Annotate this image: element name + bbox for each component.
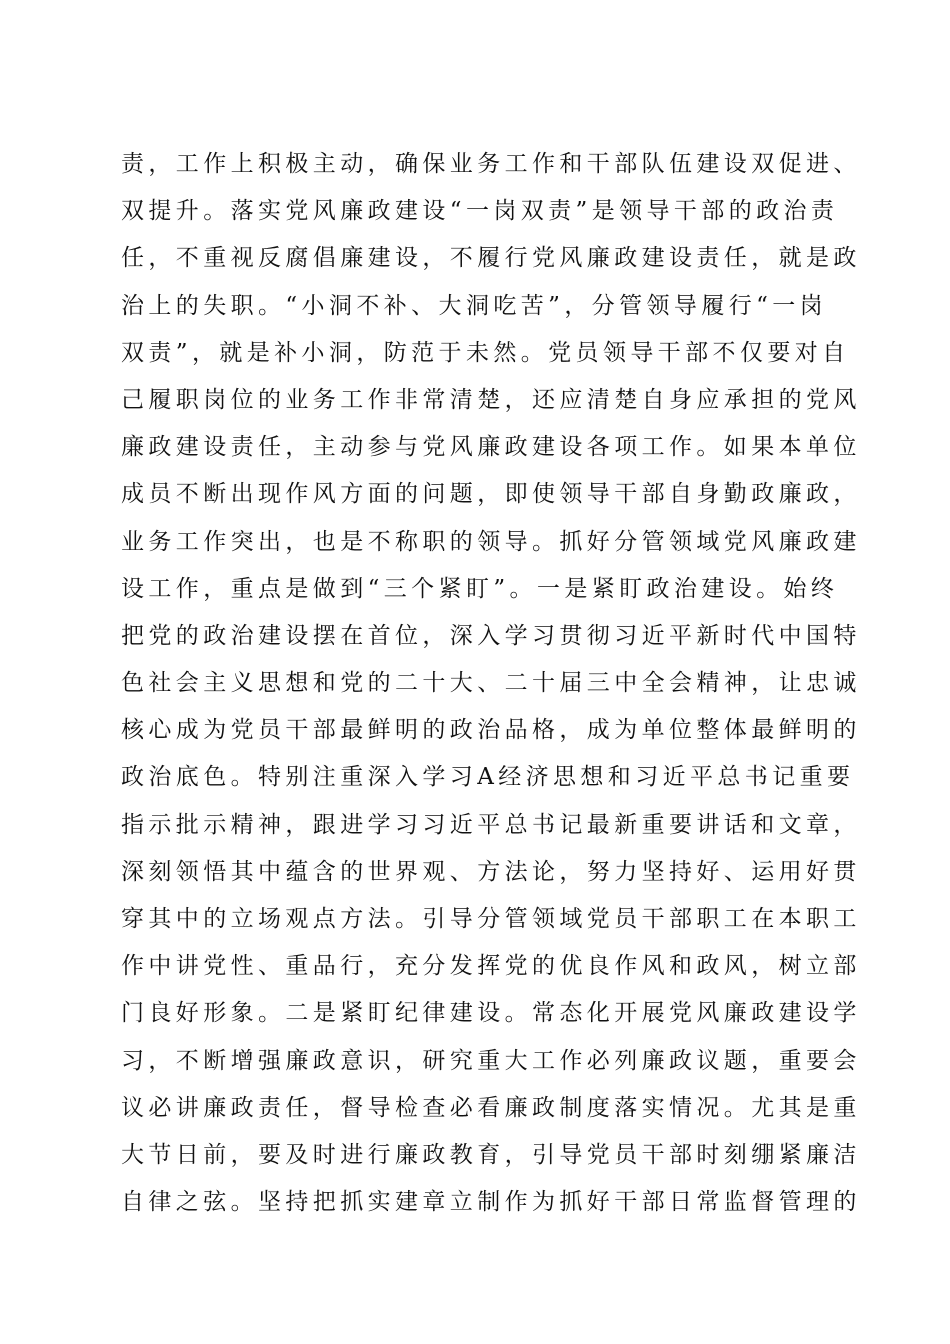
text-line: 大节日前，要及时进行廉政教育，引导党员干部时刻绷紧廉洁 — [121, 1141, 861, 1168]
text-line: 业务工作突出，也是不称职的领导。抓好分管领域党风廉政建 — [121, 528, 861, 555]
text-line: 双责”，就是补小洞，防范于未然。党员领导干部不仅要对自 — [121, 339, 850, 366]
text-line: 穿其中的立场观点方法。引导分管领域党员干部职工在本职工 — [121, 906, 861, 932]
text-line: 议必讲廉政责任，督导检查必看廉政制度落实情况。尤其是重 — [121, 1094, 861, 1121]
text-line: 指示批示精神，跟进学习习近平总书记最新重要讲话和文章， — [121, 811, 861, 838]
text-line: 设工作，重点是做到“三个紧盯”。一是紧盯政治建设。始终 — [121, 575, 839, 602]
text-line: 核心成为党员干部最鲜明的政治品格，成为单位整体最鲜明的 — [121, 717, 861, 744]
body-text — [121, 141, 861, 1226]
text-line: 治上的失职。“小洞不补、大洞吃苦”，分管领导履行“一岗 — [121, 292, 828, 319]
text-line: 自律之弦。坚持把抓实建章立制作为抓好干部日常监督管理的 — [121, 1189, 861, 1216]
text-line: 责，工作上积极主动，确保业务工作和干部队伍建设双促进、 — [121, 151, 861, 177]
text-line: 双提升。落实党风廉政建设“一岗双责”是领导干部的政治责 — [121, 198, 839, 225]
text-line: 己履职岗位的业务工作非常清楚，还应清楚自身应承担的党风 — [121, 386, 861, 413]
text-line: 色社会主义思想和党的二十大、二十届三中全会精神，让忠诚 — [121, 670, 861, 697]
text-line: 门良好形象。二是紧盯纪律建设。常态化开展党风廉政建设学 — [121, 1000, 861, 1027]
text-line: 任，不重视反腐倡廉建设，不履行党风廉政建设责任，就是政 — [121, 245, 861, 272]
text-line: 把党的政治建设摆在首位，深入学习贯彻习近平新时代中国特 — [121, 622, 861, 649]
text-line: 作中讲党性、重品行，充分发挥党的优良作风和政风，树立部 — [121, 953, 861, 980]
text-line: 习，不断增强廉政意识，研究重大工作必列廉政议题，重要会 — [121, 1047, 861, 1074]
text-line: 深刻领悟其中蕴含的世界观、方法论，努力坚持好、运用好贯 — [121, 858, 861, 885]
text-line: 成员不断出现作风方面的问题，即使领导干部自身勤政廉政， — [121, 481, 861, 508]
text-line: 政治底色。特别注重深入学习A经济思想和习近平总书记重要 — [121, 764, 855, 791]
text-line: 廉政建设责任，主动参与党风廉政建设各项工作。如果本单位 — [121, 434, 861, 461]
